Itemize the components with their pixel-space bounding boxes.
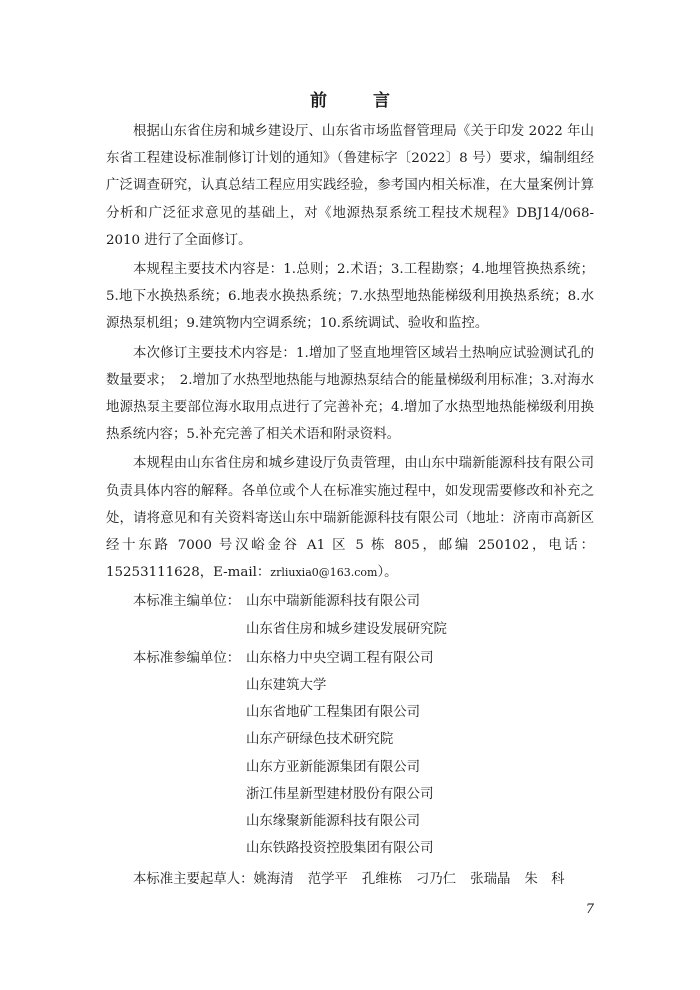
contact-text-end: ）。 (377, 565, 398, 581)
paragraph-background: 根据山东省住房和城乡建设厅、山东省市场监督管理局《关于印发 2022 年山东省工程建设标准制修订计划的通知》（鲁建标字〔2022〕8 号）要求，编制组经广泛调查研究，认真总结工程应用实践经验，参考国内相关标准，在大量案例计算分析和广泛征求意见的基础上，对《地源热泵系统工程技术规程》DBJ14/068-2010 进行了全面修订。 (106, 124, 594, 248)
drafters-names (254, 872, 579, 887)
participating-unit-item: 山东省地矿工程集团有限公司 (246, 705, 421, 721)
chief-unit-item: 山东省住房和城乡建设发展研究院 (246, 621, 447, 637)
participating-unit-item: 山东铁路投资控股集团有限公司 (246, 841, 434, 857)
participating-unit-item: 山东产研绿色技术研究院 (246, 732, 394, 748)
chief-units-list (246, 588, 594, 642)
paragraph-management (106, 450, 594, 586)
paragraph-main-content: 本规程主要技术内容是：1.总则；2.术语；3.工程勘察；4.地埋管换热系统；5.地下水换热系统；6.地表水换热系统；7.水热型地热能梯级利用换热系统；8.水源热泵机组；9.建筑物内空调系统；10.系统调试、验收和监控。 (106, 262, 594, 332)
contact-text: 本规程由山东省住房和城乡建设厅负责管理，由山东中瑞新能源科技有限公司负责具体内容的解释。各单位或个人在标准实施过程中，如发现需要修改和补充之处，请将意见和有关资料寄送山东中瑞新能源科技有限公司（地址：济南市高新区经十东路 7000 号汉峪金谷 A1 区 5 栋 805，邮编 250102，电话：15253111628，E-mail： (106, 456, 594, 581)
drafters-section (106, 866, 594, 893)
drafter-name: 范学平 (307, 872, 348, 888)
drafter-name: 刁乃仁 (416, 872, 457, 888)
paragraph-revision-content: 本次修订主要技术内容是：1.增加了竖直地埋管区域岩土热响应试验测试孔的数量要求； 2.增加了水热型地热能与地源热泵结合的能量梯级利用标准；3.对海水地源热泵主要部位海水取用点进行了完善补充；4.增加了水热型地热能梯级利用换热系统内容；5.补充完善了相关术语和附录资料。 (106, 345, 594, 443)
participating-unit-item: 山东建筑大学 (246, 678, 327, 694)
drafter-name: 张瑞晶 (470, 872, 511, 888)
contact-email[interactable]: zrliuxia0@163.com (270, 566, 378, 580)
page-number: 7 (585, 902, 594, 917)
chief-units-section (106, 588, 594, 642)
drafter-name: 孔维栋 (361, 872, 403, 888)
drafter-name: 朱 科 (524, 872, 565, 888)
participating-unit-item: 山东方亚新能源集团有限公司 (246, 759, 421, 775)
participating-units-section (106, 645, 594, 863)
participating-unit-item: 浙江伟星新型建材股份有限公司 (246, 786, 434, 802)
participating-units-label: 本标准参编单位： (133, 650, 241, 666)
drafters-label: 本标准主要起草人： (133, 872, 254, 888)
drafter-name: 姚海清 (253, 872, 294, 888)
chief-unit-item: 山东中瑞新能源科技有限公司 (246, 594, 421, 610)
preface-body (106, 118, 594, 894)
participating-unit-item: 山东格力中央空调工程有限公司 (246, 650, 434, 666)
page-title: 前 言 (310, 91, 410, 111)
participating-unit-item: 山东缘聚新能源科技有限公司 (246, 813, 421, 829)
chief-units-label: 本标准主编单位： (133, 594, 241, 610)
participating-units-list (246, 645, 594, 863)
